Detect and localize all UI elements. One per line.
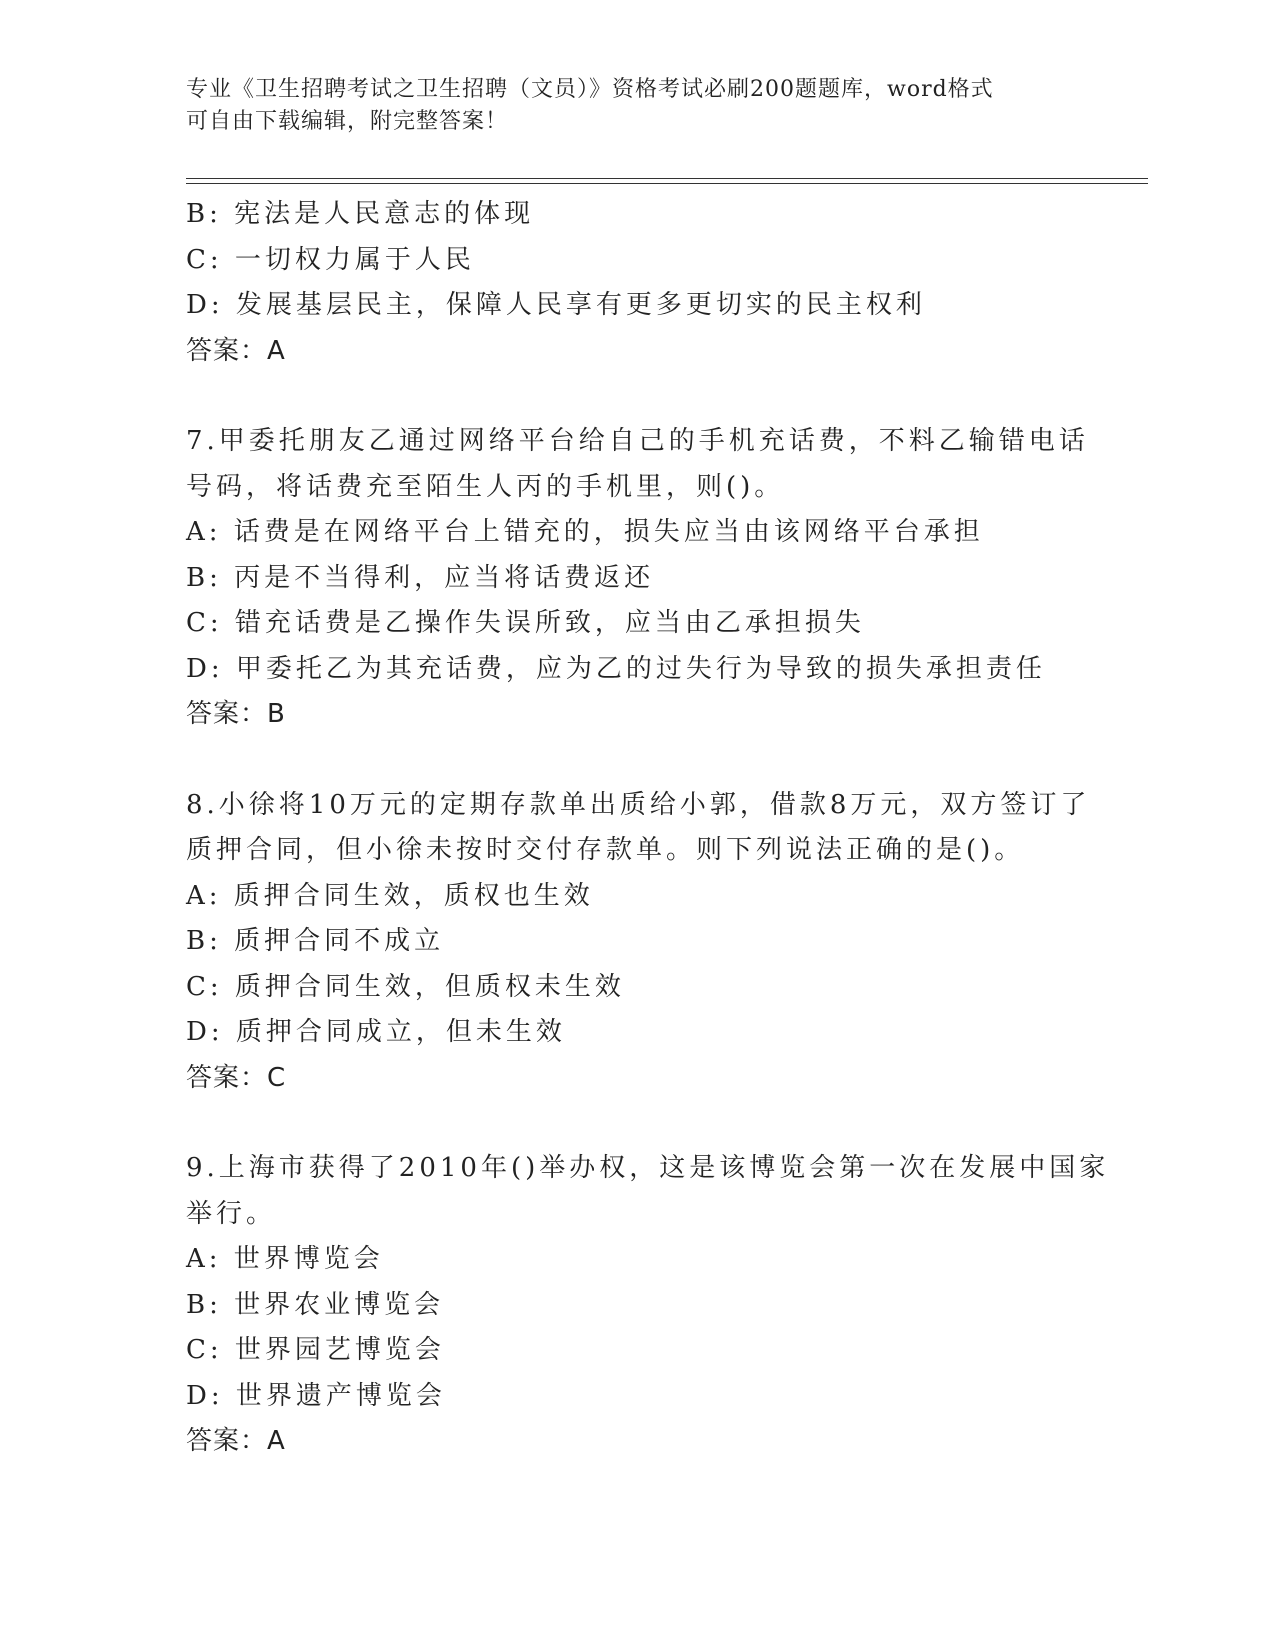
question-stem-line: 8.小徐将10万元的定期存款单出质给小郭，借款8万元，双方签订了 (186, 789, 1091, 820)
question-stem-line: 举行。 (186, 1198, 277, 1229)
question-block-8 (186, 783, 1091, 1102)
question-stem-line: 质押合同，但小徐未按时交付存款单。则下列说法正确的是()。 (186, 835, 1025, 865)
header-rule-top (186, 178, 1148, 179)
option-d: D: 世界遗产博览会 (186, 1380, 446, 1411)
option-b: B: 宪法是人民意志的体现 (186, 199, 535, 229)
question-gap (186, 374, 1086, 419)
option-a: A: 世界博览会 (186, 1244, 384, 1274)
question-list (186, 192, 1110, 1465)
option-d: D: 质押合同成立，但未生效 (186, 1017, 566, 1047)
header-line-1: 专业《卫生招聘考试之卫生招聘（文员）》资格考试必刷200题题库，word格式 (186, 77, 994, 102)
answer-line: 答案：B (186, 699, 286, 729)
answer-line: 答案：C (186, 1062, 287, 1093)
document-header (186, 74, 1066, 138)
option-a: A: 质押合同生效，质权也生效 (186, 880, 594, 911)
option-b: B: 丙是不当得利，应当将话费返还 (186, 562, 655, 593)
header-line-2: 可自由下载编辑，附完整答案！ (186, 109, 509, 134)
option-b: B: 质押合同不成立 (186, 926, 445, 956)
option-c: C: 错充话费是乙操作失误所致，应当由乙承担损失 (186, 608, 865, 638)
option-d: D: 甲委托乙为其充话费，应为乙的过失行为导致的损失承担责任 (186, 653, 1046, 684)
question-block-7 (186, 419, 1089, 738)
option-d: D: 发展基层民主，保障人民享有更多更切实的民主权利 (186, 290, 926, 320)
header-rule-bottom (186, 183, 1148, 184)
question-stem-line: 7.甲委托朋友乙通过网络平台给自己的手机充话费，不料乙输错电话 (186, 426, 1089, 456)
question-block-9 (186, 1146, 1110, 1465)
answer-line: 答案：A (186, 1426, 286, 1456)
option-c: C: 世界园艺博览会 (186, 1335, 445, 1365)
question-gap (186, 738, 1086, 783)
option-b: B: 世界农业博览会 (186, 1289, 445, 1320)
question-stem-line: 9.上海市获得了2010年()举办权，这是该博览会第一次在发展中国家 (186, 1153, 1110, 1183)
answer-line: 答案：A (186, 335, 286, 366)
question-gap (186, 1101, 1086, 1146)
question-stem-line: 号码，将话费充至陌生人丙的手机里，则()。 (186, 471, 785, 502)
option-a: A: 话费是在网络平台上错充的，损失应当由该网络平台承担 (186, 517, 984, 547)
option-c: C: 一切权力属于人民 (186, 244, 475, 275)
question-block-partial (186, 192, 1086, 374)
option-c: C: 质押合同生效，但质权未生效 (186, 971, 625, 1002)
